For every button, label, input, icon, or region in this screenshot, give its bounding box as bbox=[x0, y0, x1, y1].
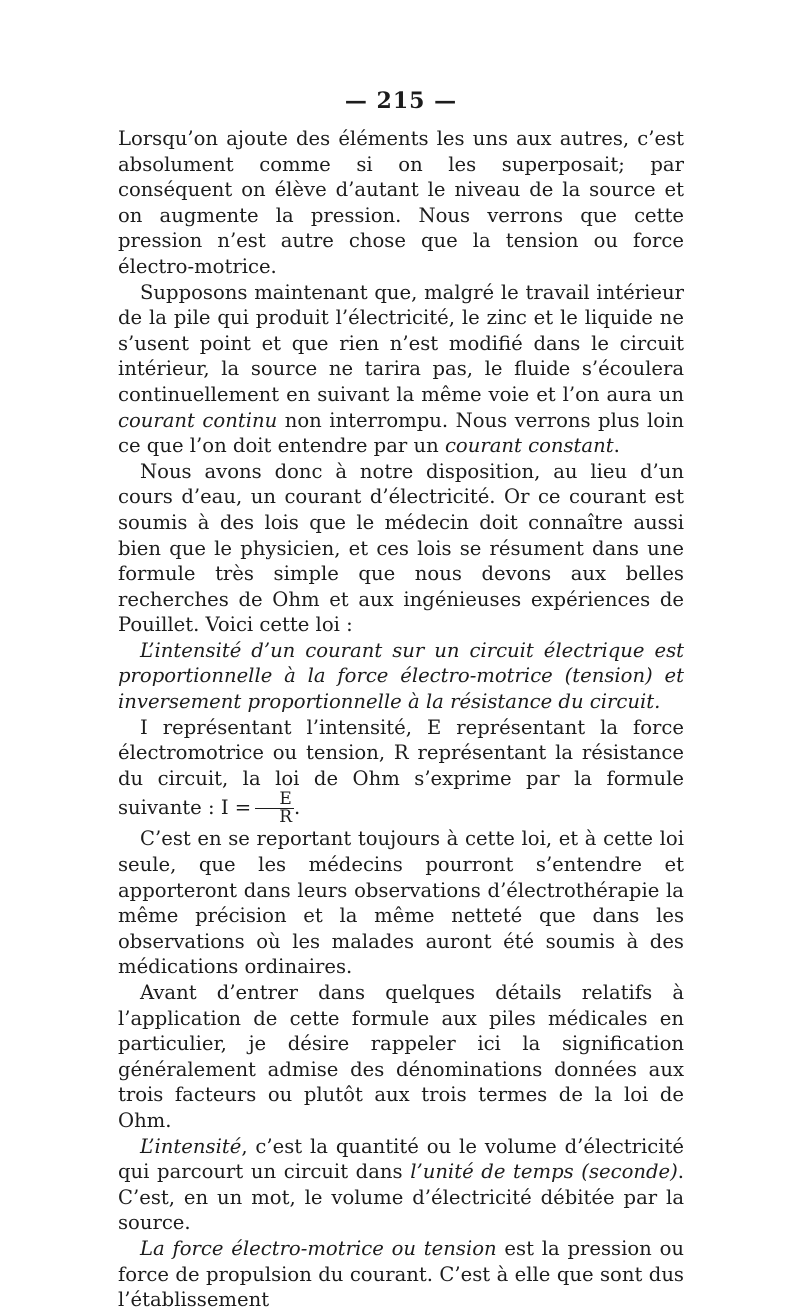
text-run: Avant d’entrer dans quelques détails relatifs à l’application de cette formule aux piles médicales en particulier, je désire rappeler ici la signification généralement admise des dénominations données aux trois facteurs ou plutôt aux trois termes de la loi de Ohm. bbox=[118, 981, 684, 1132]
text-run: Supposons maintenant que, malgré le travail intérieur de la pile qui produit l’électricité, le zinc et le liquide ne s’usent point et que rien n’est modifié dans le circuit intérieur, la source ne tarira pas, le fluide s’écoulera continuellement en suivant la même voie et l’on aura un bbox=[118, 280, 684, 406]
paragraph-2 bbox=[118, 280, 684, 459]
text-run: . bbox=[613, 434, 620, 458]
italic-run: La force électro-motrice ou tension bbox=[140, 1236, 497, 1260]
text-run: . C’est, en un mot, le volume d’électricité débitée par la source. bbox=[118, 1160, 684, 1235]
formula-trailing: . bbox=[294, 796, 301, 820]
text-run: I représentant l’intensité, E représentant la force électromotrice ou tension, R représentant la résistance du circuit, la loi de Ohm s’exprime par la formule suivante : bbox=[118, 715, 684, 820]
paragraph-1 bbox=[118, 126, 684, 280]
formula-intro-text bbox=[118, 716, 684, 820]
page-number: — 215 — bbox=[344, 88, 458, 114]
paragraph-tension-definition bbox=[118, 1236, 684, 1313]
paragraph-3 bbox=[118, 459, 684, 638]
italic-run: l’unité de temps (seconde) bbox=[410, 1160, 678, 1184]
paragraph-formula bbox=[118, 715, 684, 827]
formula-denominator: R bbox=[279, 807, 293, 828]
text-run: Nous avons donc à notre disposition, au lieu d’un cours d’eau, un courant d’électricité. Or ce courant est soumis à des lois que le médecin doit connaître aussi bien que le physicien, et ces lois se résument dans une formule très simple que nous devons aux belles recherches de Ohm et aux ingénieuses expériences de Pouillet. Voici cette loi : bbox=[118, 459, 684, 637]
italic-run: courant continu bbox=[118, 408, 278, 432]
formula-lhs: I = bbox=[220, 796, 252, 820]
formula-numerator: E bbox=[255, 791, 294, 809]
ohm-formula-fraction bbox=[255, 791, 294, 826]
book-page bbox=[118, 86, 684, 1313]
text-run: non interrompu. Nous verrons plus loin ce que l’on doit entendre par un bbox=[118, 408, 684, 458]
italic-run: L’intensité bbox=[140, 1134, 242, 1158]
ohm-law-statement bbox=[118, 638, 684, 715]
text-run: Lorsqu’on ajoute des éléments les uns aux autres, c’est absolument comme si on les superposait; par conséquent on élève d’autant le niveau de la source et on augmente la pression. Nous verrons que cette pression n’est autre chose que la tension ou force électro-motrice. bbox=[118, 127, 684, 278]
paragraph-7 bbox=[118, 980, 684, 1134]
paragraph-intensity-definition bbox=[118, 1134, 684, 1236]
text-run: est la pression ou force de propulsion du courant. C’est à elle que sont dus l’établissement bbox=[118, 1236, 684, 1312]
paragraph-6 bbox=[118, 826, 684, 980]
italic-run: L’intensité d’un courant sur un circuit électrique est proportionnelle à la force électro-motrice (tension) et inversement proportionnelle à la résistance du circuit. bbox=[118, 638, 684, 714]
italic-run: courant constant bbox=[444, 434, 614, 458]
text-run: , c’est la quantité ou le volume d’électricité qui parcourt un circuit dans bbox=[118, 1134, 684, 1184]
text-run: C’est en se reportant toujours à cette loi, et à cette loi seule, que les médecins pourront s’entendre et apporteront dans leurs observations d’électrothérapie la même précision et la même netteté que dans les observations où les malades auront été soumis à des médications ordinaires. bbox=[118, 827, 684, 979]
